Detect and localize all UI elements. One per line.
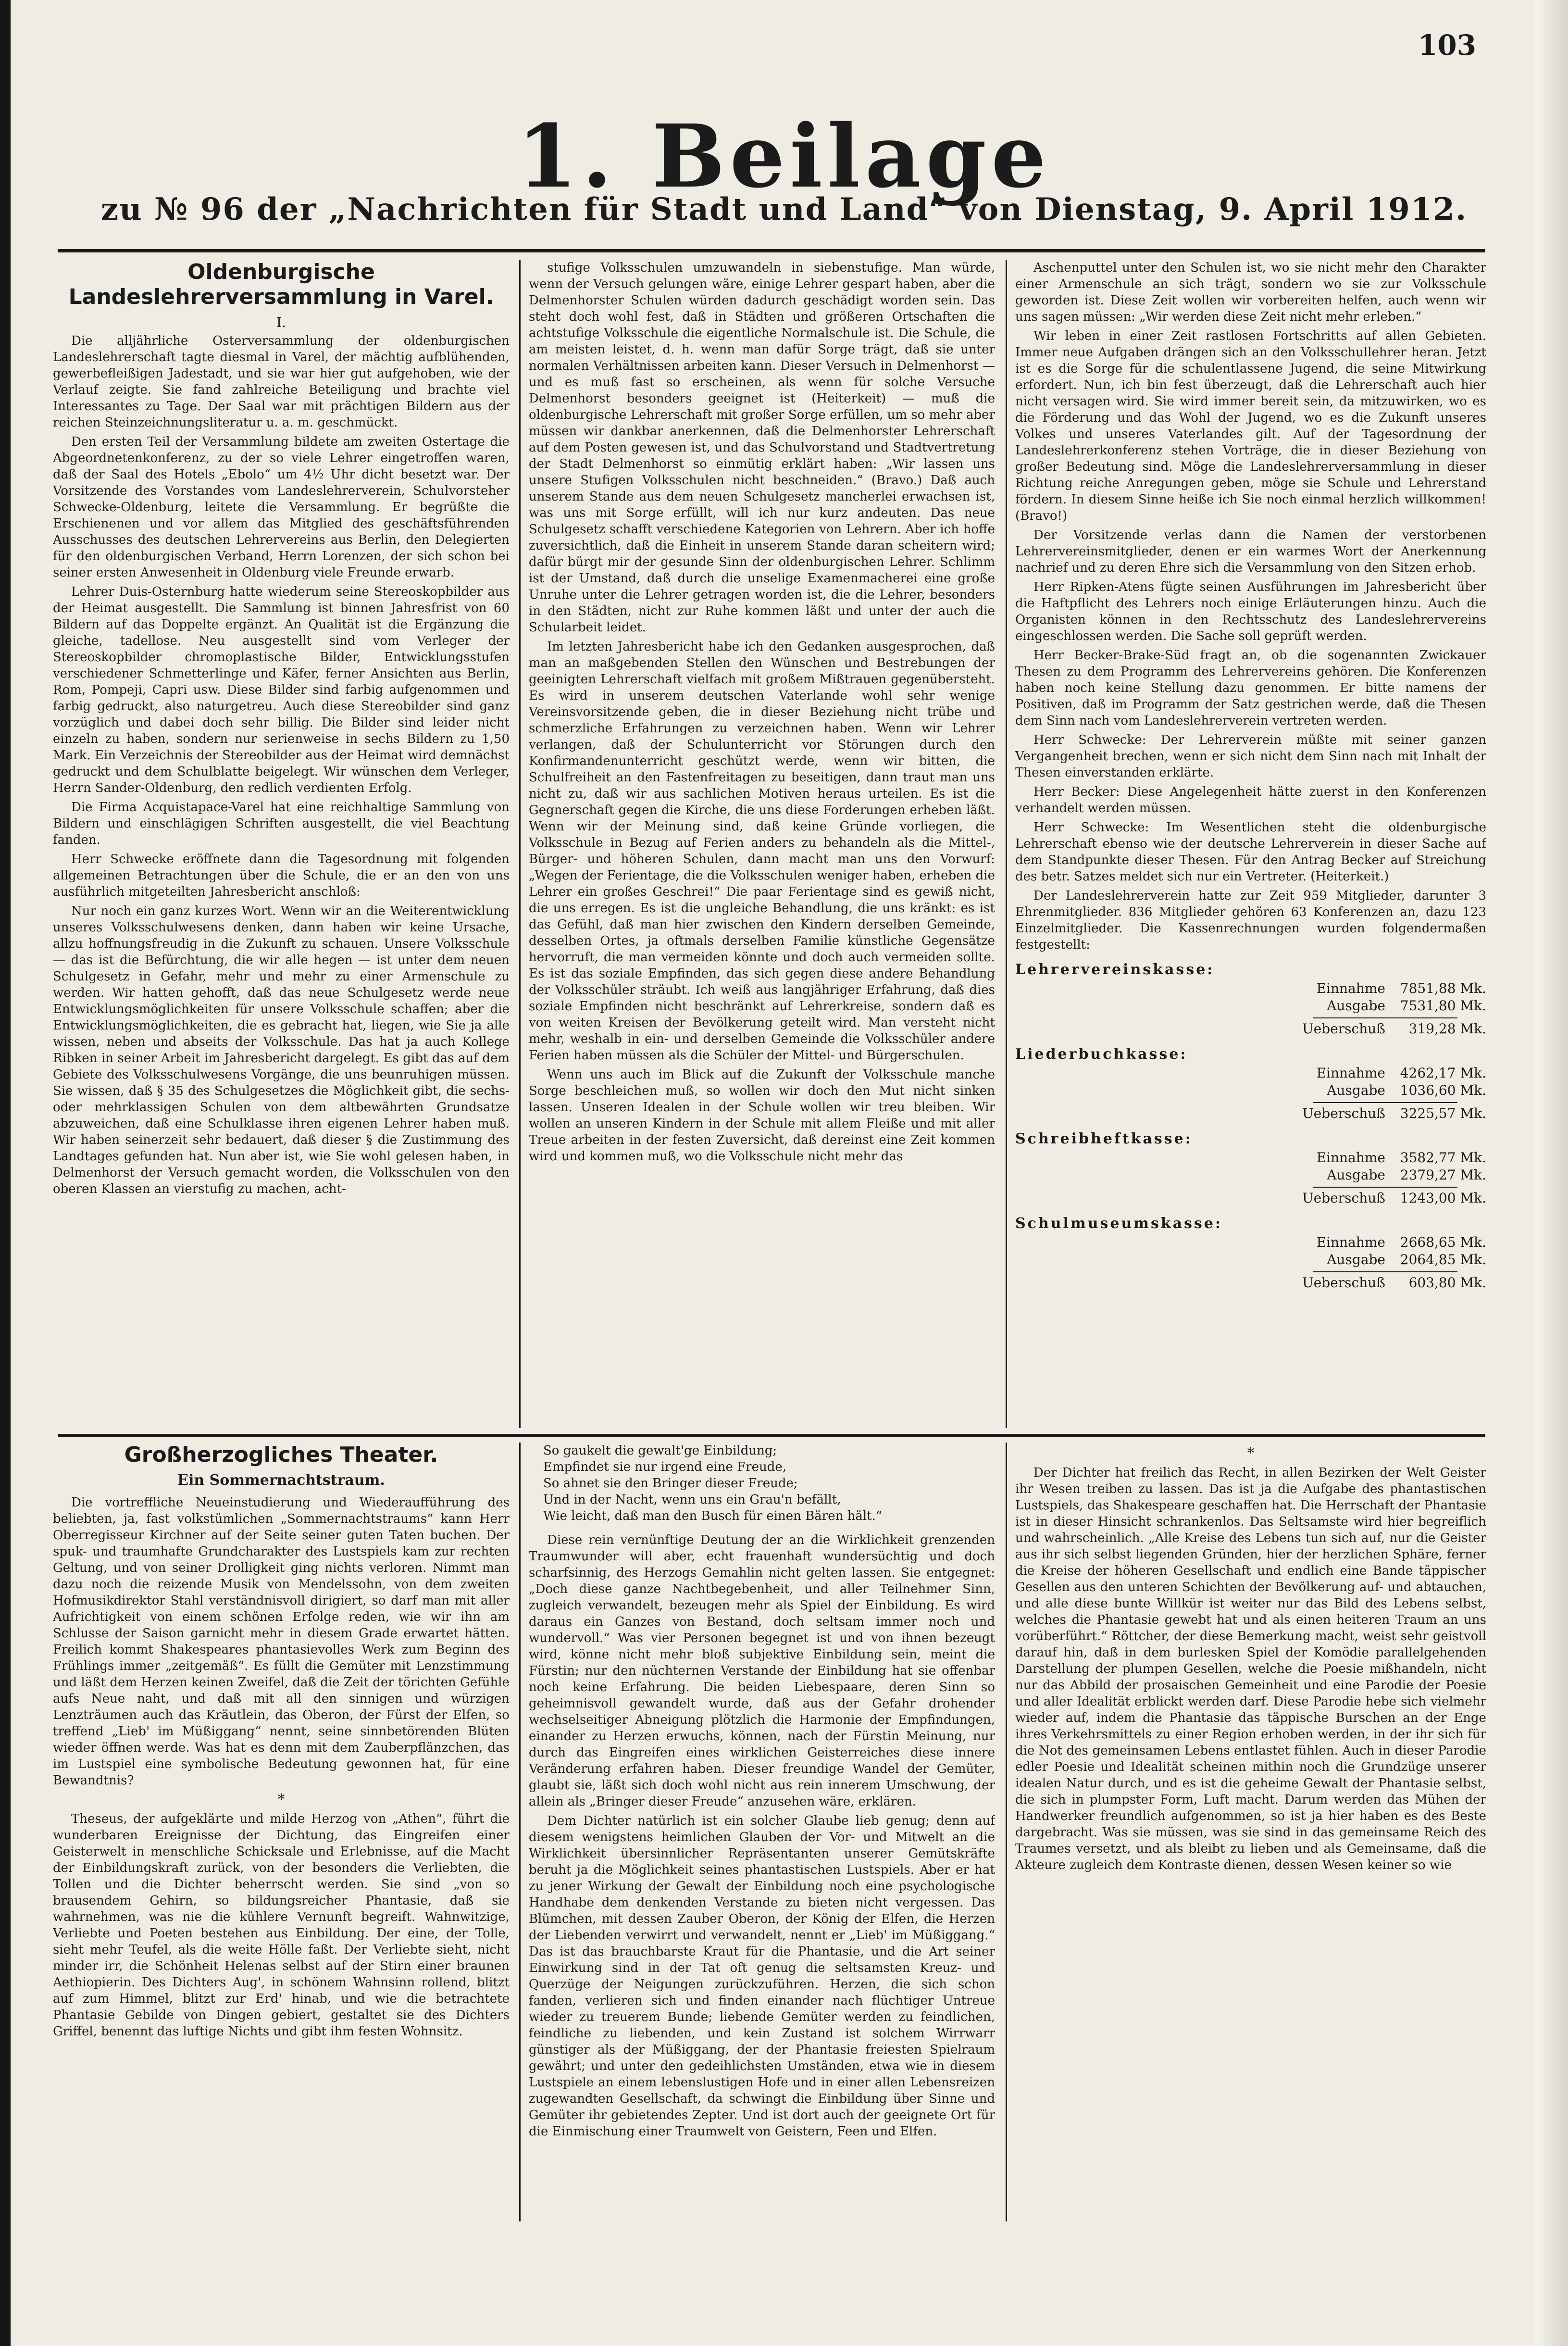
masthead-subtitle: zu № 96 der „Nachrichten für Stadt und Land“ von Dienstag, 9. April 1912.	[100, 191, 1468, 227]
finance-label: Ueberschuß	[1302, 1021, 1385, 1037]
finance-sum-rule	[1313, 1017, 1457, 1018]
finance-row	[1015, 1274, 1486, 1292]
finance-account-name: Schreibheftkasse:	[1015, 1130, 1193, 1147]
finance-row	[1015, 997, 1486, 1015]
finance-value: 2668,65 Mk.	[1400, 1234, 1486, 1250]
column-divider	[519, 260, 521, 1428]
article1-col1	[53, 260, 510, 1423]
finance-value: 3225,57 Mk.	[1400, 1105, 1486, 1121]
paragraph: Die alljährliche Osterversammlung der oldenburgischen Landeslehrerschaft tagte diesmal in Varel, der mächtig aufblühenden, gewerbefleißigen Jadestadt, und sie war hier gut aufgehoben, wie der Verlauf zeigte. Sie fand zahlreiche Beteiligung und brachte viel Interessantes zu Tage. Der Saal war mit prächtigen Bildern aus der reichen Steinzeichnungsliteratur u. a. m. geschmückt.	[53, 334, 510, 430]
finance-value: 4262,17 Mk.	[1400, 1065, 1486, 1081]
paragraph: Wir leben in einer Zeit rastlosen Fortschritts auf allen Gebieten. Immer neue Aufgaben drängen sich an den Volksschullehrer heran. Jetzt ist es die Sorge für die schulentlassene Jugend, die seine Mitwirkung erfordert. Nun, ich bin fest überzeugt, daß die Lehrerschaft auch hier nicht versagen wird. Sie wird immer bereit sein, da mitzuwirken, wo es die Förderung und das Wohl der Jugend, wo es die Zukunft unseres Volkes und unseres Vaterlandes gilt. Auf der Tagesordnung der Landeslehrerkonferenz stehen Vorträge, die in dieser Beziehung von großer Bedeutung sind. Möge die Landeslehrerversammlung in dieser Richtung reiche Anregungen geben, möge sie Schule und Lehrerstand fördern. In diesem Sinne heiße ich Sie noch einmal herzlich willkommen! (Bravo!)	[1015, 329, 1486, 523]
paragraph: Herr Becker: Diese Angelegenheit hätte zuerst in den Konferenzen verhandelt werden müssen.	[1015, 785, 1486, 815]
finance-label: Einnahme	[1316, 1065, 1385, 1081]
paragraph: Herr Schwecke eröffnete dann die Tagesordnung mit folgenden allgemeinen Betrachtungen über die Schule, die er an den von uns ausführlich mitgeteilten Jahresbericht anschloß:	[53, 852, 510, 899]
finance-row	[1015, 1065, 1486, 1082]
page-edge-left	[0, 0, 11, 2346]
article2-col2	[529, 1443, 995, 2217]
finance-account-name: Lehrervereinskasse:	[1015, 961, 1215, 978]
column-divider	[1006, 1443, 1007, 2221]
page-number: 103	[1418, 29, 1477, 62]
finance-value: 2379,27 Mk.	[1400, 1167, 1486, 1183]
finance-account-name: Liederbuchkasse:	[1015, 1046, 1188, 1063]
finance-row	[1015, 1167, 1486, 1184]
paragraph: Wenn uns auch im Blick auf die Zukunft der Volksschule manche Sorge beschleichen muß, so wollen wir doch den Mut nicht sinken lassen. Unseren Idealen in der Schule wollen wir treu bleiben. Wir wollen an unseren Kindern in der Schule mit allem Fleiße und mit aller Treue arbeiten in der festen Zuversicht, daß dereinst eine Zeit kommen wird und kommen muß, wo die Volksschule nicht mehr das	[529, 1067, 995, 1164]
article2-title: Großherzogliches Theater.	[124, 1443, 438, 1467]
article1-title: Oldenburgische Landeslehrerversammlung in Varel.	[68, 260, 494, 309]
finance-row	[1015, 1105, 1486, 1122]
finance-sum-rule	[1313, 1271, 1457, 1272]
poem-line: So gaukelt die gewalt'ge Einbildung;	[543, 1443, 777, 1458]
finance-schreibheft	[1015, 1131, 1486, 1207]
finance-sum-rule	[1313, 1187, 1457, 1188]
paragraph: Den ersten Teil der Versammlung bildete am zweiten Ostertage die Abgeordnetenkonferenz, zu der so viele Lehrer eingetroffen waren, daß der Saal des Hotels „Ebolo“ um 4½ Uhr dicht besetzt war. Der Vorsitzende des Vorstandes vom Landeslehrerverein, Schulvorsteher Schwecke-Oldenburg, leitete die Versammlung. Er begrüßte die Erschienenen und vor allem das Mitglied des geschäftsführenden Ausschusses des deutschen Lehrervereins aus Berlin, den Delegierten für den oldenburgischen Verband, Herrn Lorenzen, der sich schon bei seiner ersten Anwesenheit in Oldenburg viele Freunde erwarb.	[53, 435, 510, 580]
section-star: *	[1247, 1445, 1255, 1462]
paragraph: Herr Ripken-Atens fügte seinen Ausführungen im Jahresbericht über die Haftpflicht des Lehrers noch einige Erläuterungen hinzu. Auch die Organisten können in den Rechtsschutz des Landeslehrervereins eingeschlossen werden. Die Sache soll geprüft werden.	[1015, 580, 1486, 643]
finance-row	[1015, 1082, 1486, 1099]
paragraph: Lehrer Duis-Osternburg hatte wiederum seine Stereoskopbilder aus der Heimat ausgestellt. Die Sammlung ist binnen Jahresfrist von 60 Bildern auf das Doppelte ergänzt. An Qualität ist die Ergänzung die gleiche, tadellose. Neu ausgestellt sind vom Verleger der Stereoskopbilder chromoplastische Bilder, Entwicklungsstufen verschiedener Schmetterlinge und Käfer, ferner Ansichten aus Berlin, Rom, Pompeji, Capri usw. Diese Bilder sind farbig aufgenommen und farbig gedruckt, also naturgetreu. Auch diese Stereobilder sind ganz vorzüglich und dabei doch sehr billig. Die Bilder sind leider nicht einzeln zu haben, sondern nur serienweise in sechs Bildern zu 1,50 Mark. Ein Verzeichnis der Stereobilder aus der Heimat wird demnächst gedruckt und dem Schulblatte beigelegt. Wir wünschen dem Verleger, Herrn Sander-Oldenburg, den redlich verdienten Erfolg.	[53, 585, 510, 795]
finance-label: Ausgabe	[1327, 998, 1385, 1014]
paragraph: Diese rein vernünftige Deutung der an die Wirklichkeit grenzenden Traumwunder will aber, echt frauenhaft wundersüchtig und doch scharfsinnig, des Herzogs Gemahlin nicht gelten lassen. Sie entgegnet: „Doch diese ganze Nachtbegebenheit, und aller Teilnehmer Sinn, zugleich verwandelt, bezeugen mehr als Spiel der Einbildung. Es wird daraus ein Ganzes von Bestand, doch seltsam immer noch und wundervoll.“ Was vier Personen begegnet ist und von ihnen bezeugt wird, könne nicht mehr bloß subjektive Einbildung sein, meint die Fürstin; nur den nüchternen Verstande der Einbildung hat sie offenbar noch keine Erfahrung. Die beiden Liebespaare, deren Sinn so geheimnisvoll gewandelt wurde, daß aus der Gefahr drohender wechselseitiger Abneigung plötzlich die Harmonie der Empfindungen, einander zu Herzen erwuchs, können, nach der Fürstin Meinung, nur durch das Eingreifen eines wirklichen Geisterreiches diese innere Veränderung erfahren haben. Dieser freundige Wandel der Gemüter, glaubt sie, läßt sich doch wohl nicht aus rein innerem Umschwung, der allein als „Bringer dieser Freude“ anzusehen wäre, erklären.	[529, 1533, 995, 1809]
finance-row	[1015, 1234, 1486, 1251]
finance-value: 7851,88 Mk.	[1400, 980, 1486, 996]
finance-schulmuseum	[1015, 1216, 1486, 1292]
finance-row	[1015, 1020, 1486, 1038]
paragraph: Dem Dichter natürlich ist ein solcher Glaube lieb genug; denn auf diesem wenigstens heimlichen Glauben der Vor- und Mitwelt an die Wirklichkeit übersinnlicher Repräsentanten unserer Gemütskräfte beruht ja die Möglichkeit seines phantastischen Lustspiels. Aber er hat zu jener Wirkung der Gewalt der Einbildung noch eine psychologische Handhabe dem denkenden Verstande zu bieten nicht vergessen. Das Blümchen, mit dessen Zauber Oberon, der König der Elfen, die Herzen der Liebenden verwirrt und verwandelt, nennt er „Lieb' im Müßiggang.“ Das ist das brauchbarste Kraut für die Phantasie, und die Art seiner Einwirkung sind in der Tat oft genug die seltsamsten Kreuz- und Querzüge der Neigungen zurückzuführen. Herzen, die sich schon fanden, verlieren sich und finden einander nach flüchtiger Untreue wieder zu treuerem Bunde; liebende Gemüter werden zu feindlichen, feindliche zu liebenden, und kein Zustand ist solchem Wirrwarr günstiger als der Müßiggang, der der Phantasie freiesten Spielraum gewährt; und unter den gedeihlichsten Umständen, etwa wie in diesem Lustspiele an einem lebenslustigen Hofe und in einer allen Lebensreizen zugewandten Gesellschaft, da schwingt die Einbildung über Sinne und Gemüter ihr gebietendes Zepter. Und ist dort auch der geeignete Ort für die Einmischung einer Traumwelt von Geistern, Feen und Elfen.	[529, 1814, 995, 2139]
paragraph: stufige Volksschulen umzuwandeln in siebenstufige. Man würde, wenn der Versuch gelungen wäre, einige Lehrer gespart haben, aber die Delmenhorster Schulen würden dadurch geschädigt worden sein. Das steht doch wohl fest, daß in Städten und größeren Ortschaften die achtstufige Volksschule die eigentliche Normalschule ist. Die Schule, die am meisten leistet, d. h. wenn man dafür Sorge trägt, daß sie unter normalen Verhältnissen arbeiten kann. Dieser Versuch in Delmenhorst — und es muß fast so erscheinen, als wenn für solche Versuche Delmenhorst besonders geeignet ist (Heiterkeit) — muß die oldenburgische Lehrerschaft mit großer Sorge erfüllen, um so mehr aber müssen wir dankbar anerkennen, daß die Delmenhorster Lehrerschaft auf dem Posten gewesen ist, und das Schulvorstand und Stadtvertretung der Stadt Delmenhorst so einmütig erklärt haben: „Wir lassen uns unsere Stufigen Volksschulen nicht beschneiden.“ (Bravo.) Daß auch unserem Stande aus dem neuen Schulgesetz mancherlei erwachsen ist, was uns mit Sorge erfüllt, will ich nur kurz andeuten. Das neue Schulgesetz schafft verschiedene Kategorien von Lehrern. Aber ich hoffe zuversichtlich, daß die Einheit in unserem Stande daran scheitern wird; dafür bürgt mir der gesunde Sinn der oldenburgischen Lehrer. Schlimm ist der Umstand, daß durch die unselige Examenmacherei eine große Unruhe unter die Lehrer getragen worden ist, die die Lehrer, besonders in den Städten, nicht zur Ruhe kommen läßt und unter der auch die Schularbeit leidet.	[529, 261, 995, 635]
finance-value: 603,80 Mk.	[1408, 1275, 1486, 1291]
article-separator-rule	[58, 1434, 1485, 1437]
paragraph: Der Dichter hat freilich das Recht, in allen Bezirken der Welt Geister ihr Wesen treiben zu lassen. Das ist ja die Aufgabe des phantastischen Lustspiels, das Shakespeare geschaffen hat. Die Herrschaft der Phantasie ist in dieser Hinsicht schrankenlos. Das Seltsamste wird hier begreiflich und wahrscheinlich. „Alle Kreise des Lebens tun sich auf, nur die Geister aus ihr sich selbst liegenden Gründen, hier der herzlichen Sphäre, ferner die Kreise der höheren Gesellschaft und endlich eine Bande täppischer Gesellen aus den unteren Schichten der Bevölkerung auf- und abtauchen, und alle diese bunte Willkür ist weiter nur das Bild des Lebens selbst, welches die Phantasie gewebt hat und als einen heiteren Traum an uns vorüberführt.“ Röttcher, der diese Bemerkung macht, weist sehr geistvoll darauf hin, daß in dem burlesken Spiel der Komödie parallelgehenden Darstellung der plumpen Gesellen, welche die Poesie mißhandeln, nicht nur das Abbild der prosaischen Gemeinheit und eine Parodie der Poesie und aller Idealität erblickt werden darf. Diese Parodie hebe sich vielmehr wieder auf, indem die Phantasie das täppische Burschen an der Enge ihres Verkehrsmittels zu einer Region erhoben werden, in der ihr sich für die Not des gemeinsamen Lebens entlastet fühlen. Auch in dieser Parodie edler Poesie und Idealität scheinen mithin noch die Grundzüge unserer idealen Natur durch, und es ist die geheime Gewalt der Phantasie selbst, die sich in plumpster Form, Luft macht. Darum werden das Mühen der Handwerker freundlich aufgenommen, so ist ja hier haben es des Beste dargebracht. Was sie müssen, was sie sind in das gemeinsame Reich des Traumes versetzt, und als bleibt zu lieben und als Gemeinsame, daß die Akteure zugleich dem Kontraste dienen, dessen Wesen keiner so wie	[1015, 1466, 1486, 1872]
poem-line: So ahnet sie den Bringer dieser Freude;	[543, 1476, 798, 1491]
paragraph: Aschenputtel unter den Schulen ist, wo sie nicht mehr den Charakter einer Armenschule an sich trägt, sondern wo sie zur Volksschule geworden ist. Diese Zeit wollen wir vorbereiten helfen, auch wenn wir uns sagen müssen: „Wir werden diese Zeit nicht mehr erleben.“	[1015, 261, 1486, 324]
finance-value: 319,28 Mk.	[1408, 1021, 1486, 1037]
finance-value: 1243,00 Mk.	[1400, 1190, 1486, 1206]
finance-label: Ausgabe	[1327, 1252, 1385, 1267]
article2-col3	[1015, 1443, 1486, 2217]
paragraph: Im letzten Jahresbericht habe ich den Gedanken ausgesprochen, daß man an maßgebenden Stellen den Wünschen und Bestrebungen der geeinigten Lehrerschaft vielfach mit großem Mißtrauen gegenübersteht. Es wird in unserem deutschen Vaterlande wohl sehr wenige Vereinsvorsitzende geben, die in dieser Beziehung nicht trübe und schmerzliche Erfahrungen zu verzeichnen haben. Wenn wir Lehrer verlangen, daß der Schulunterricht vor Störungen durch den Konfirmandenunterricht geschützt werde, wenn wir bitten, die Schulfreiheit an den Fastenfreitagen zu beseitigen, dann traut man uns nicht zu, daß wir aus sachlichen Motiven heraus urteilen. Es ist die Gegnerschaft gegen die Kirche, die uns diese Forderungen erheben läßt. Wenn wir der Meinung sind, daß keine Gründe vorliegen, die Volksschule in Bezug auf Ferien anders zu behandeln als die Mittel-, Bürger- und höheren Schulen, dann macht man uns den Vorwurf: „Wegen der Ferientage, die die Volksschulen weniger haben, erheben die Lehrer ein großes Geschrei!“ Die paar Ferientage sind es gewiß nicht, die uns erregen. Es ist die ungleiche Behandlung, die uns kränkt: es ist das Gefühl, daß man hier zwischen den Kindern derselben Gemeinde, desselben Ortes, ja oftmals derselben Familie künstliche Gegensätze hervorruft, die man vermeiden könnte und doch auch vermeiden sollte. Es ist das soziale Empfinden, das sich gegen diese andere Behandlung der Volksschüler sträubt. Ich weiß aus langjähriger Erfahrung, daß dies soziale Empfinden nicht beschränkt auf Lehrerkreise, sondern daß es von weiten Kreisen der Bevölkerung geteilt wird. Man versteht nicht mehr, weshalb in ein- und derselben Gemeinde die Volksschüler andere Ferien haben müssen als die Schüler der Mittel- und Bürgerschulen.	[529, 640, 995, 1063]
article2-col1	[53, 1443, 510, 2217]
paragraph: Herr Schwecke: Im Wesentlichen steht die oldenburgische Lehrerschaft ebenso wie der deutsche Lehrerverein in dieser Sache auf dem Standpunkte dieser Thesen. Für den Antrag Becker auf Streichung des betr. Satzes meldet sich nur ein Vertreter. (Heiterkeit.)	[1015, 820, 1486, 884]
finance-label: Ueberschuß	[1302, 1190, 1385, 1206]
section-star: *	[277, 1791, 285, 1808]
article1-section: I.	[276, 314, 286, 330]
paragraph: Die Firma Acquistapace-Varel hat eine reichhaltige Sammlung von Bildern und einschlägigen Schriften ausgestellt, die viel Beachtung fanden.	[53, 800, 510, 847]
poem-line: Wie leicht, daß man den Busch für einen Bären hält.“	[543, 1509, 883, 1523]
finance-value: 2064,85 Mk.	[1400, 1252, 1486, 1267]
paragraph: Der Vorsitzende verlas dann die Namen der verstorbenen Lehrervereinsmitglieder, denen er ein warmes Wort der Anerkennung nachrief und zu deren Ehre sich die Versammlung von den Sitzen erhob.	[1015, 528, 1486, 575]
finance-label: Ausgabe	[1327, 1167, 1385, 1183]
paragraph: Die vortreffliche Neueinstudierung und Wiederaufführung des beliebten, ja, fast volkstümlichen „Sommernachtstraums“ kann Herr Oberregisseur Kirchner auf der Seite seiner guten Taten buchen. Der spuk- und traumhafte Grundcharakter des Lustspiels kam zur rechten Geltung, und von seiner Drolligkeit ging nichts verloren. Nimmt man dazu noch die reizende Musik von Mendelssohn, von dem zweiten Hofmusikdirektor Stahl verständnisvoll dirigiert, so darf man mit aller Aufrichtigkeit von einem schönen Erfolge reden, wie wir ihn am Schlusse der Saison garnicht mehr in diesem Grade erwartet hätten. Freilich kommt Shakespeares phantasievolles Werk zum Beginn des Frühlings immer „zeitgemäß“. Es füllt die Gemüter mit Lenzstimmung und läßt dem Herzen keinen Zweifel, daß die Zeit der törichten Gefühle aufs Neue naht, und daß mit all den sinnigen und würzigen Lenzträumen auch das Kräutlein, das Oberon, der Fürst der Elfen, so treffend „Lieb' im Müßiggang“ nennt, seine sinnbetörenden Blüten wieder öffnen werde. Was hat es denn mit dem Zauberpflänzchen, das im Lustspiel eine symbolische Bedeutung gewonnen hat, für eine Bewandtnis?	[53, 1495, 510, 1788]
masthead-rule	[58, 249, 1485, 252]
article1-col3	[1015, 260, 1486, 1423]
article2-subtitle: Ein Sommernachtstraum.	[177, 1472, 385, 1489]
finance-row	[1015, 1149, 1486, 1167]
paragraph: Herr Becker-Brake-Süd fragt an, ob die sogenannten Zwickauer Thesen zu dem Programm des Lehrervereins gehören. Die Konferenzen haben noch keine Stellung dazu genommen. Er bitte namens der Positiven, daß im Programm der Satz gestrichen werde, daß die Thesen dem Sinn nach vom Landeslehrerverein vertreten werden.	[1015, 648, 1486, 728]
article1-col2	[529, 260, 995, 1423]
finance-label: Einnahme	[1316, 1150, 1385, 1166]
finance-liederbuch	[1015, 1046, 1486, 1122]
masthead-title: 1. Beilage	[517, 106, 1051, 207]
finance-sum-rule	[1313, 1102, 1457, 1103]
paragraph: Herr Schwecke: Der Lehrerverein müßte mit seiner ganzen Vergangenheit brechen, wenn er sich nicht dem Sinn nach mit Inhalt der Thesen einverstanden erklärte.	[1015, 733, 1486, 780]
finance-row	[1015, 1190, 1486, 1207]
page-edge-right	[1534, 0, 1568, 2346]
finance-table	[1015, 962, 1486, 1292]
column-divider	[1006, 260, 1007, 1428]
finance-value: 7531,80 Mk.	[1400, 998, 1486, 1014]
paragraph: Theseus, der aufgeklärte und milde Herzog von „Athen“, führt die wunderbaren Ereignisse der Dichtung, das Eingreifen einer Geisterwelt in menschliche Schicksale und Erlebnisse, auf die Macht der Einbildungskraft zurück, von der besonders die Verliebten, die Tollen und die Dichter beherrscht werden. Sie sind „von so brausendem Gehirn, so bildungsreicher Phantasie, daß sie wahrnehmen, was nie die kühlere Vernunft begreift. Wahnwitzige, Verliebte und Poeten bestehen aus Einbildung. Der eine, der Tolle, sieht mehr Teufel, als die weite Hölle faßt. Der Verliebte sieht, nicht minder irr, die Schönheit Helenas selbst auf der Stirn einer braunen Aethiopierin. Des Dichters Aug', in schönem Wahnsinn rollend, blitzt auf zum Himmel, blitzt zur Erd' hinab, und wie die betrachtete Phantasie Gebilde von Dingen gebiert, gestaltet sie des Dichters Griffel, benennt das luftige Nichts und gibt ihm festen Wohnsitz.	[53, 1812, 510, 2039]
finance-label: Einnahme	[1316, 1234, 1385, 1250]
finance-label: Einnahme	[1316, 980, 1385, 996]
finance-row	[1015, 980, 1486, 997]
finance-account-name: Schulmuseumskasse:	[1015, 1215, 1223, 1232]
finance-label: Ueberschuß	[1302, 1275, 1385, 1291]
poem-quote	[543, 1443, 995, 1524]
finance-value: 1036,60 Mk.	[1400, 1082, 1486, 1098]
paragraph: Nur noch ein ganz kurzes Wort. Wenn wir an die Weiterentwicklung unseres Volksschulwesens denken, dann haben wir keine Ursache, allzu hoffnungsfreudig in die Zukunft zu schauen. Unsere Volksschule — das ist die Befürchtung, die wir alle hegen — ist unter dem neuen Schulgesetz in Gefahr, mehr und mehr zu einer Armenschule zu werden. Wir hatten gehofft, daß das neue Schulgesetz werde neue Entwicklungsmöglichkeiten für unsere Volksschule schaffen; aber die Entwicklungsmöglichkeiten, die es gebracht hat, liegen, wie Sie ja alle wissen, neben und abseits der Volksschule. Das hat ja auch Kollege Ribken in seiner Arbeit im Jahresbericht dargelegt. Es gibt das auf dem Gebiete des Volksschulwesens Vorgänge, die uns beunruhigen müssen. Sie wissen, daß § 35 des Schulgesetzes die Möglichkeit gibt, die sechs- oder mehrklassigen Schulen von dem altbewährten Grundsatze abzuweichen, daß eine Schulklasse ihren eigenen Lehrer haben muß. Wir haben seinerzeit sehr bedauert, daß dieser § die Zustimmung des Landtages gefunden hat. Nun aber ist, wie Sie wohl gelesen haben, in Delmenhorst der Versuch gemacht worden, die Volksschulen von den oberen Klassen an vierstufig zu machen, acht-	[53, 904, 510, 1196]
finance-label: Ausgabe	[1327, 1082, 1385, 1098]
column-divider	[519, 1443, 521, 2221]
finance-label: Ueberschuß	[1302, 1105, 1385, 1121]
finance-value: 3582,77 Mk.	[1400, 1150, 1486, 1166]
poem-line: Empfindet sie nur irgend eine Freude,	[543, 1460, 787, 1474]
poem-line: Und in der Nacht, wenn uns ein Grau'n befällt,	[543, 1493, 841, 1507]
finance-lehrerverein	[1015, 962, 1486, 1038]
paragraph: Der Landeslehrerverein hatte zur Zeit 959 Mitglieder, darunter 3 Ehrenmitglieder. 836 Mitglieder gehören 63 Konferenzen an, dazu 123 Einzelmitglieder. Die Kassenrechnungen wurden folgendermaßen festgestellt:	[1015, 889, 1486, 952]
finance-row	[1015, 1251, 1486, 1268]
